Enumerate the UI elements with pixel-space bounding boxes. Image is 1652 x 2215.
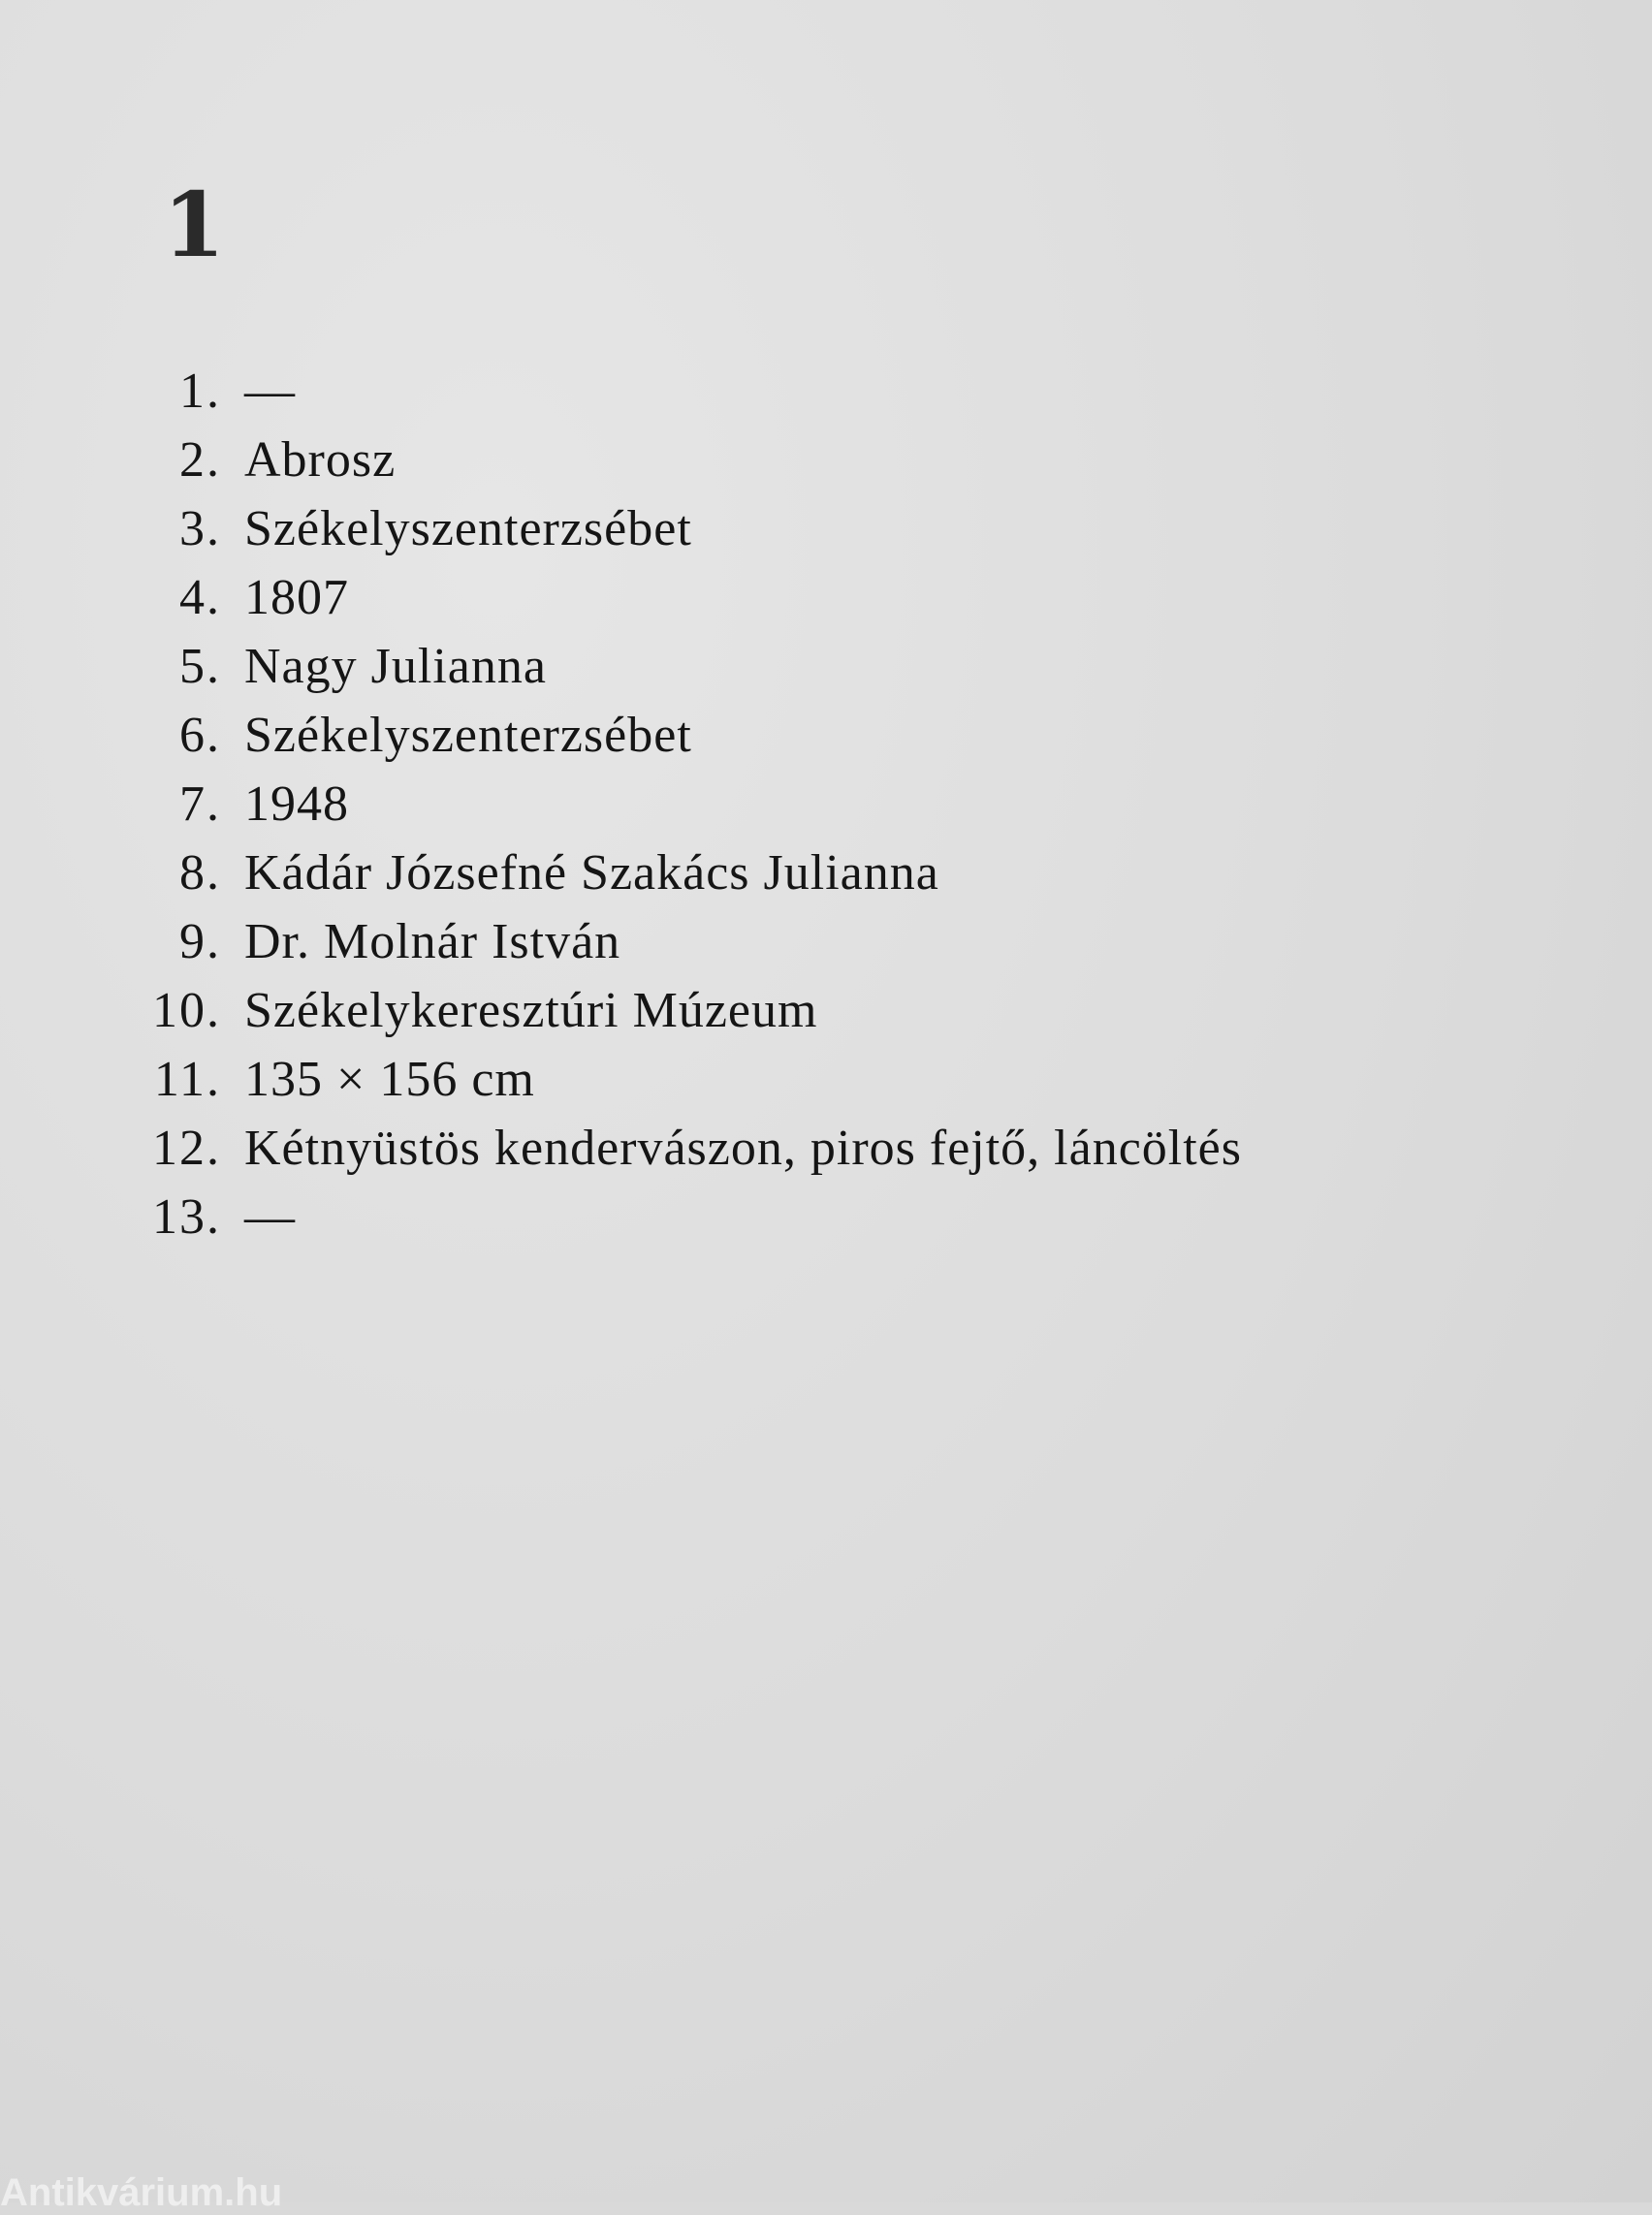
caption-row-6 <box>126 701 1503 770</box>
caption-value: Székelyszenterzsébet <box>244 708 692 763</box>
caption-value: Kádár Józsefné Szakács Julianna <box>244 845 939 901</box>
caption-row-13 <box>126 1183 1503 1251</box>
caption-row-7 <box>126 770 1503 839</box>
caption-row-10 <box>126 976 1503 1045</box>
plate-number: 1 <box>163 173 226 277</box>
caption-row-11 <box>126 1045 1503 1114</box>
caption-index: 4. <box>179 570 221 625</box>
caption-index: 9. <box>179 914 221 969</box>
caption-value: Székelykeresztúri Múzeum <box>244 983 818 1038</box>
caption-index: 1. <box>179 364 221 419</box>
caption-list <box>126 357 1503 1251</box>
caption-value: Abrosz <box>244 432 397 488</box>
caption-row-1 <box>126 357 1503 426</box>
caption-row-8 <box>126 839 1503 907</box>
caption-value: Nagy Julianna <box>244 639 547 694</box>
caption-value: 135 × 156 cm <box>244 1052 535 1107</box>
caption-row-12 <box>126 1114 1503 1183</box>
caption-index: 3. <box>179 501 221 556</box>
caption-value: Dr. Molnár István <box>244 914 621 969</box>
caption-index: 6. <box>179 708 221 763</box>
caption-index: 13. <box>152 1189 221 1245</box>
caption-row-3 <box>126 494 1503 563</box>
caption-index: 5. <box>179 639 221 694</box>
caption-index: 2. <box>179 432 221 488</box>
caption-index: 12. <box>152 1121 221 1176</box>
caption-row-5 <box>126 632 1503 701</box>
caption-row-4 <box>126 563 1503 632</box>
caption-index: 10. <box>152 983 221 1038</box>
caption-row-9 <box>126 907 1503 976</box>
caption-value: — <box>244 364 296 419</box>
caption-value: Székelyszenterzsébet <box>244 501 692 556</box>
caption-index: 11. <box>153 1052 221 1107</box>
caption-index: 7. <box>179 776 221 832</box>
caption-row-2 <box>126 426 1503 494</box>
watermark: Antikvárium.hu <box>0 2171 283 2214</box>
caption-index: 8. <box>179 845 221 901</box>
caption-value: 1807 <box>244 570 349 625</box>
caption-value: Kétnyüstös kendervászon, piros fejtő, láncöltés <box>244 1121 1242 1176</box>
caption-value: — <box>244 1189 296 1245</box>
caption-value: 1948 <box>244 776 349 832</box>
